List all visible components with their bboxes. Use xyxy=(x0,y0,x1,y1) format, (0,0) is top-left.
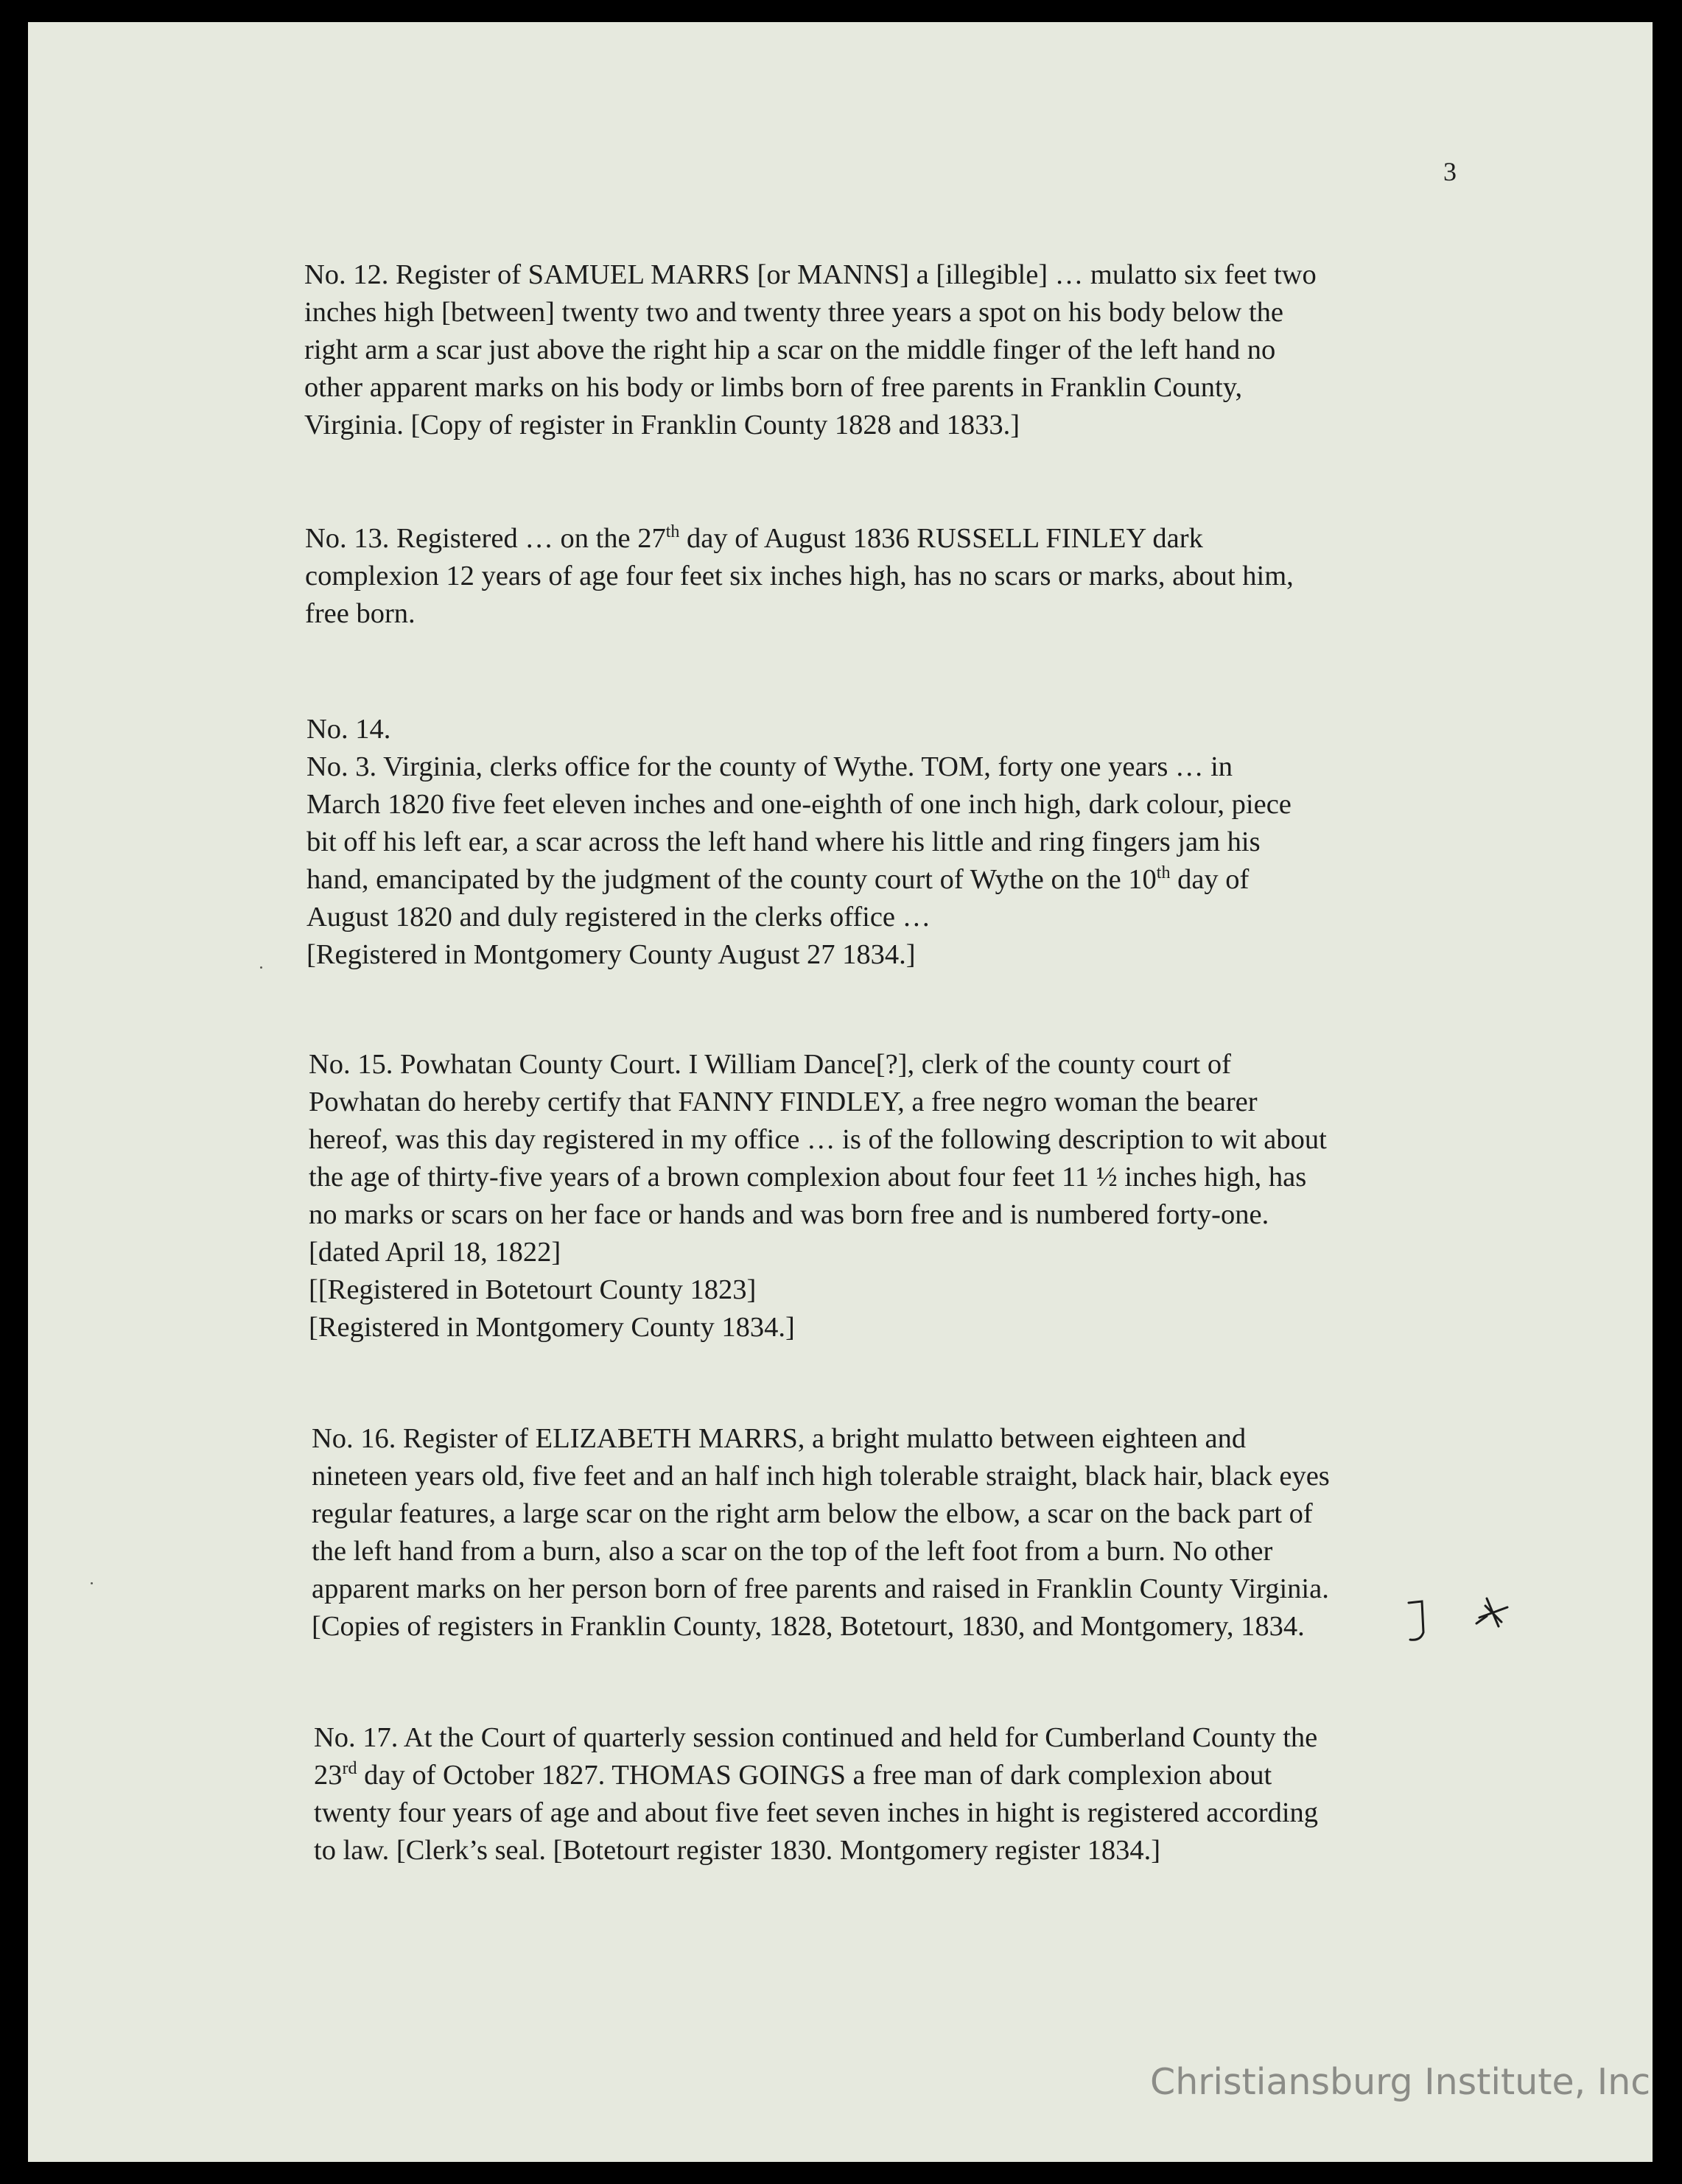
entry-text: hand, emancipated by the judgment of the county court of Wythe on the 10 xyxy=(306,864,1157,895)
entry-text: day of October 1827. THOMAS GOINGS a free man of dark complexion about xyxy=(357,1760,1272,1791)
entry-line: right arm a scar just above the right hip a scar on the middle finger of the left hand no xyxy=(304,334,1276,365)
entry-line: the age of thirty-five years of a brown complexion about four feet 11 ½ inches high, has xyxy=(309,1162,1307,1193)
handwritten-bracket-asterisk-icon xyxy=(1406,1597,1524,1663)
entry-line: complexion 12 years of age four feet six inches high, has no scars or marks, about him, xyxy=(305,561,1294,591)
entry-line: No. 14. xyxy=(306,714,391,745)
entry-line: No. 3. Virginia, clerks office for the county of Wythe. TOM, forty one years … in xyxy=(306,751,1233,782)
entry-line: [Registered in Montgomery County August 27 1834.] xyxy=(306,939,916,970)
paper-speck xyxy=(260,966,262,969)
entry-line xyxy=(305,520,1513,558)
entry-line xyxy=(314,1757,1522,1794)
entry-line: [Copies of registers in Franklin County, 1828, Botetourt, 1830, and Montgomery, 1834. xyxy=(312,1611,1305,1642)
entry-line: nineteen years old, five feet and an half inch high tolerable straight, black hair, black eyes xyxy=(312,1461,1330,1492)
document-page xyxy=(28,22,1653,2162)
entry-line: apparent marks on her person born of free parents and raised in Franklin County Virginia. xyxy=(312,1573,1329,1604)
entry-text: No. 13. Registered … on the 27 xyxy=(305,523,666,554)
register-entry-14 xyxy=(306,711,1515,974)
ordinal-suffix: rd xyxy=(342,1759,357,1779)
entry-line: free born. xyxy=(305,598,416,629)
entry-line: no marks or scars on her face or hands and was born free and is numbered forty-one. xyxy=(309,1199,1269,1230)
entry-line: to law. [Clerk’s seal. [Botetourt register 1830. Montgomery register 1834.] xyxy=(314,1835,1161,1866)
register-entry-15 xyxy=(309,1046,1517,1346)
watermark: Christiansburg Institute, Inc xyxy=(1150,2061,1651,2103)
entry-text: day of xyxy=(1170,864,1250,895)
entry-line: No. 12. Register of SAMUEL MARRS [or MANNS] a [illegible] … mulatto six feet two xyxy=(304,259,1317,290)
entry-line: inches high [between] twenty two and twenty three years a spot on his body below the xyxy=(304,297,1283,328)
entry-line: other apparent marks on his body or limbs born of free parents in Franklin County, xyxy=(304,372,1243,403)
ordinal-suffix: th xyxy=(1156,863,1171,883)
entry-text: 23 xyxy=(314,1760,343,1791)
entry-line xyxy=(306,861,1515,899)
entry-line: No. 15. Powhatan County Court. I William Dance[?], clerk of the county court of xyxy=(309,1049,1231,1080)
register-entry-16 xyxy=(312,1420,1520,1646)
entry-text: day of August 1836 RUSSELL FINLEY dark xyxy=(679,523,1203,554)
ordinal-suffix: th xyxy=(665,522,680,542)
register-entry-13 xyxy=(305,520,1513,633)
entry-line: No. 16. Register of ELIZABETH MARRS, a bright mulatto between eighteen and xyxy=(312,1423,1247,1454)
entry-line: hereof, was this day registered in my office … is of the following description to wit about xyxy=(309,1124,1327,1155)
entry-line: [dated April 18, 1822] xyxy=(309,1237,561,1268)
entry-line: the left hand from a burn, also a scar on the top of the left foot from a burn. No other xyxy=(312,1536,1273,1567)
entry-line: March 1820 five feet eleven inches and one-eighth of one inch high, dark colour, piece xyxy=(306,789,1292,820)
page-number: 3 xyxy=(1443,157,1457,186)
entry-line: No. 17. At the Court of quarterly session continued and held for Cumberland County the xyxy=(314,1722,1318,1753)
entry-line: August 1820 and duly registered in the clerks office … xyxy=(306,902,931,933)
entry-line: bit off his left ear, a scar across the left hand where his little and ring fingers jam his xyxy=(306,826,1261,857)
entry-line: Powhatan do hereby certify that FANNY FINDLEY, a free negro woman the bearer xyxy=(309,1086,1258,1117)
entry-line: [[Registered in Botetourt County 1823] xyxy=(309,1274,757,1305)
entry-line: twenty four years of age and about five feet seven inches in hight is registered according xyxy=(314,1797,1319,1828)
entry-line: regular features, a large scar on the right arm below the elbow, a scar on the back part of xyxy=(312,1498,1313,1529)
entry-line: [Registered in Montgomery County 1834.] xyxy=(309,1312,795,1343)
register-entry-12 xyxy=(304,256,1513,444)
entry-line: Virginia. [Copy of register in Franklin County 1828 and 1833.] xyxy=(304,410,1020,440)
register-entry-17 xyxy=(314,1719,1522,1869)
paper-speck xyxy=(91,1582,93,1584)
